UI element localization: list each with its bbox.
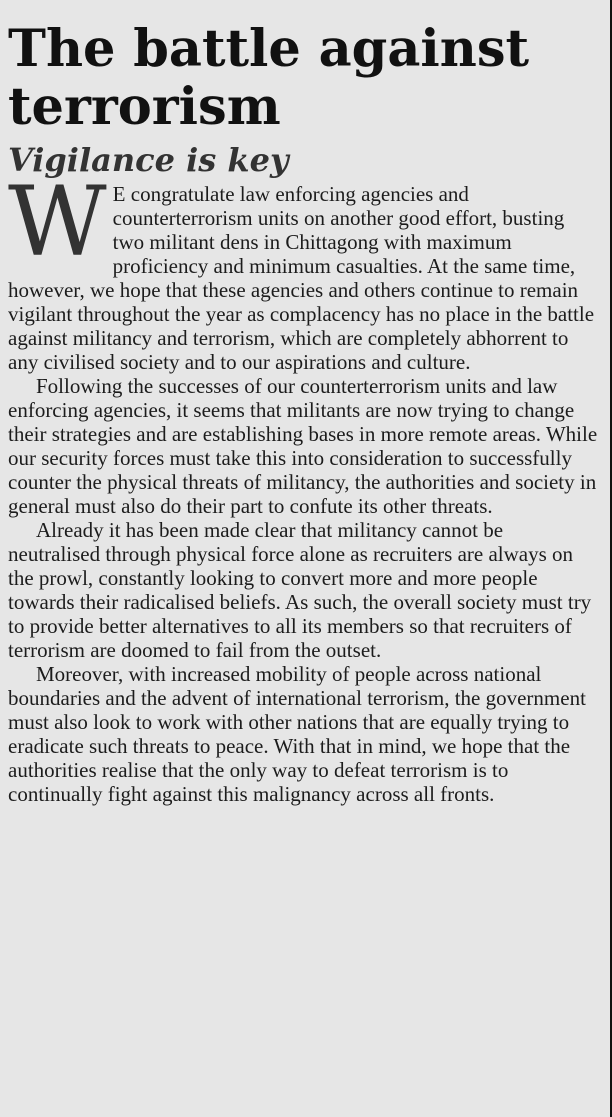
paragraph-4: Moreover, with increased mobility of people across national boundaries and the advent of international terrorism, the government must also look to work with other nations that are equally trying to eradicate such threats to peace. With that in mind, we hope that the authorities realise that the only way to defeat terrorism is to continually fight against this malignancy across all fronts. xyxy=(8,662,586,806)
paragraph-1-text: E congratulate law enforcing agencies and counterterrorism units on another good effort, busting two militant dens in Chittagong with maximum proficiency and minimum casualties. At the same time, however, we hope that these agencies and others continue to remain vigilant throughout the year as complacency has no place in the battle against militancy and terrorism, which are completely abhorrent to any civilised society and to our aspirations and culture. xyxy=(8,182,595,374)
paragraph-2: Following the successes of our counterterrorism units and law enforcing agencies, it seems that militants are now trying to change their strategies and are establishing bases in more remote areas. While our security forces must take this into consideration to successfully counter the physical threats of militancy, the authorities and society in general must also do their part to confute its other threats. xyxy=(8,374,598,518)
article-body xyxy=(8,166,600,806)
headline: The battle against terrorism xyxy=(8,19,530,137)
drop-cap: W xyxy=(8,166,107,278)
paragraph-3: Already it has been made clear that militancy cannot be neutralised through physical force alone as recruiters are always on the prowl, constantly looking to convert more and more people towards their radicalised beliefs. As such, the overall society must try to provide better alternatives to all its members so that recruiters of terrorism are doomed to fail from the outset. xyxy=(8,518,592,662)
subhead: Vigilance is key xyxy=(8,141,289,179)
paragraph-1 xyxy=(8,166,600,374)
